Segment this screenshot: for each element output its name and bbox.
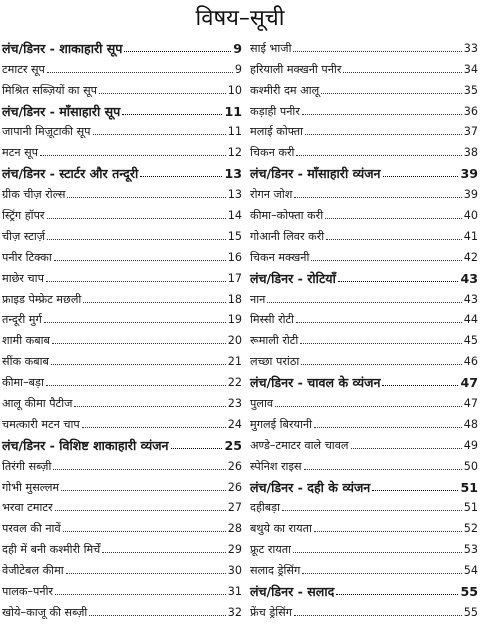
- dot-leader: [83, 301, 225, 303]
- toc-entry: [2, 600, 242, 621]
- dot-leader: [325, 217, 462, 219]
- toc-section-heading: [250, 579, 478, 600]
- toc-page-number: 47: [463, 397, 478, 411]
- toc-entry-label: लंच/डिनर - रोटियाँ: [250, 270, 336, 286]
- toc-page-number: 15: [227, 229, 242, 243]
- toc-page-number: 43: [460, 270, 478, 286]
- toc-entry: [250, 224, 478, 245]
- dot-leader: [53, 468, 225, 470]
- dot-leader: [63, 530, 226, 532]
- toc-entry-label: साई भाजी: [250, 41, 292, 55]
- toc-entry: [250, 600, 478, 621]
- toc-entry-label: लंच/डिनर - दही के व्यंजन: [250, 479, 371, 495]
- dot-leader: [122, 113, 222, 115]
- toc-entry: [2, 496, 242, 517]
- toc-page-number: 10: [227, 83, 242, 97]
- toc-entry: [2, 537, 242, 558]
- toc-entry: [250, 57, 478, 78]
- toc-entry: [250, 391, 478, 412]
- dot-leader: [46, 384, 226, 386]
- toc-page-number: 54: [463, 564, 478, 578]
- toc-page-number: 24: [227, 417, 242, 431]
- toc-entry-label: तिरंगी सब्ज़ी: [2, 459, 52, 473]
- toc-entry-label: कीमा–बड़ा: [2, 376, 44, 390]
- dot-leader: [382, 384, 458, 386]
- toc-entry-label: शामी कबाब: [2, 334, 50, 348]
- dot-leader: [54, 259, 226, 261]
- toc-entry-label: नान: [250, 292, 266, 306]
- toc-page-number: 26: [227, 480, 242, 494]
- toc-entry: [250, 140, 478, 161]
- toc-entry: [250, 308, 478, 329]
- toc-entry-label: कीमा–कोफ्ता करी: [250, 209, 324, 223]
- toc-page-number: 12: [227, 146, 242, 160]
- toc-entry: [2, 203, 242, 224]
- toc-page-number: 51: [463, 501, 478, 515]
- toc-section-heading: [2, 36, 242, 57]
- toc-entry-label: लंच/डिनर - शाकाहारी सूप: [2, 40, 123, 56]
- toc-entry: [250, 454, 478, 475]
- toc-page-number: 55: [460, 584, 478, 600]
- toc-page-number: 36: [463, 104, 478, 118]
- toc-entry-label: बथुये का रायता: [250, 522, 312, 536]
- dot-leader: [99, 92, 226, 94]
- dot-leader: [293, 50, 461, 52]
- toc-entry: [250, 328, 478, 349]
- toc-entry: [250, 182, 478, 203]
- toc-entry-label: मिश्रित सब्ज़ियों का सूप: [2, 83, 98, 97]
- toc-entry: [2, 140, 242, 161]
- toc-entry-label: स्पेनिश राइस: [250, 459, 302, 473]
- toc-page-number: 51: [460, 479, 478, 495]
- toc-entry-label: पालक–पनीर: [2, 585, 54, 599]
- toc-entry: [250, 516, 478, 537]
- toc-entry: [250, 433, 478, 454]
- toc-section-heading: [250, 475, 478, 496]
- dot-leader: [93, 133, 226, 135]
- toc-entry-label: लंच/डिनर - माँसाहारी व्यंजन: [250, 166, 381, 182]
- toc-entry-label: फ्रूट रायता: [250, 543, 292, 557]
- dot-leader: [311, 259, 461, 261]
- toc-page-number: 34: [463, 62, 478, 76]
- toc-page-number: 29: [227, 543, 242, 557]
- toc-page-number: 21: [227, 355, 242, 369]
- dot-leader: [47, 238, 226, 240]
- dot-leader: [47, 71, 233, 73]
- toc-page-number: 35: [463, 83, 478, 97]
- toc-page-number: 16: [227, 250, 242, 264]
- toc-entry-label: जापानी मिज़ूटाकी सूप: [2, 125, 91, 139]
- toc-entry: [250, 245, 478, 266]
- dot-leader: [314, 530, 462, 532]
- toc-entry: [250, 36, 478, 57]
- dot-leader: [326, 238, 462, 240]
- toc-page-number: 13: [227, 188, 242, 202]
- toc-page-number: 17: [227, 271, 242, 285]
- toc-page-number: 44: [463, 313, 478, 327]
- toc-entry-label: कश्मीरी दम आलू: [250, 83, 320, 97]
- toc-entry: [250, 349, 478, 370]
- toc-page-number: 13: [224, 166, 242, 182]
- toc-entry: [250, 287, 478, 308]
- dot-leader: [300, 342, 461, 344]
- dot-leader: [55, 509, 226, 511]
- toc-entry-label: तन्दूरी मुर्ग: [2, 313, 42, 327]
- toc-entry: [250, 78, 478, 99]
- toc-page-number: 18: [227, 292, 242, 306]
- dot-leader: [351, 447, 462, 449]
- toc-entry-label: परवल की नावें: [2, 522, 61, 536]
- toc-entry: [2, 287, 242, 308]
- toc-entry: [2, 78, 242, 99]
- toc-page-number: 46: [463, 355, 478, 369]
- dot-leader: [267, 301, 461, 303]
- toc-page-number: 37: [463, 125, 478, 139]
- page-title: विषय–सूची: [195, 6, 285, 31]
- toc-entry-label: पुलाव: [250, 397, 274, 411]
- dot-leader: [46, 280, 226, 282]
- toc-entry-label: स्ट्रिंग हॉपर: [2, 209, 45, 223]
- toc-entry: [2, 308, 242, 329]
- toc-page-number: 31: [227, 585, 242, 599]
- toc-entry-label: सलाद ड्रेसिंग: [250, 564, 301, 578]
- toc-entry-label: पनीर टिक्का: [2, 250, 52, 264]
- toc-entry-label: रूमाली रोटी: [250, 334, 299, 348]
- toc-entry: [2, 224, 242, 245]
- dot-leader: [302, 572, 461, 574]
- dot-leader: [305, 133, 462, 135]
- toc-page-number: 20: [227, 334, 242, 348]
- toc-entry-label: हरियाली मक्खनी पनीर: [250, 62, 342, 76]
- dot-leader: [282, 509, 462, 511]
- toc-entry: [2, 57, 242, 78]
- dot-leader: [51, 363, 226, 365]
- toc-entry: [250, 496, 478, 517]
- toc-entry-label: लंच/डिनर - चावल के व्यंजन: [250, 375, 381, 391]
- toc-page-number: 49: [463, 438, 478, 452]
- toc-page-number: 39: [463, 188, 478, 202]
- toc-entry-label: मुगलई बिरयानी: [250, 417, 312, 431]
- toc-entry-label: ग्रीक चीज़ रोल्स: [2, 188, 66, 202]
- toc-page-number: 39: [460, 166, 478, 182]
- toc-entry: [2, 516, 242, 537]
- toc-entry: [2, 558, 242, 579]
- toc-entry: [250, 558, 478, 579]
- toc-entry-label: लच्छा परांठा: [250, 355, 300, 369]
- toc-section-heading: [250, 370, 478, 391]
- toc-entry-label: खोये–काजू की सब्ज़ी: [2, 605, 88, 619]
- toc-entry-label: अण्डे–टमाटर वाले चावल: [250, 438, 349, 452]
- toc-page-number: 22: [227, 376, 242, 390]
- toc-right-column: [250, 36, 478, 621]
- toc-entry: [2, 120, 242, 141]
- toc-section-heading: [250, 161, 478, 182]
- dot-leader: [140, 175, 222, 177]
- toc-page-number: 40: [463, 209, 478, 223]
- dot-leader: [372, 489, 458, 491]
- toc-entry: [2, 454, 242, 475]
- toc-page-number: 52: [463, 522, 478, 536]
- dot-leader: [293, 551, 462, 553]
- toc-entry-label: रोगन जोश: [250, 188, 293, 202]
- toc-section-heading: [2, 433, 242, 454]
- toc-page-number: 25: [224, 437, 242, 453]
- dot-leader: [383, 175, 459, 177]
- dot-leader: [294, 196, 461, 198]
- dot-leader: [124, 50, 231, 52]
- toc-page-number: 42: [463, 250, 478, 264]
- toc-page-number: 23: [227, 397, 242, 411]
- toc-entry-label: चिकन करी: [250, 146, 295, 160]
- toc-entry-label: दही में बनी कश्मीरी मिर्चें: [2, 543, 101, 557]
- toc-entry-label: चिकन मक्खनी: [250, 250, 310, 264]
- toc-entry: [2, 349, 242, 370]
- dot-leader: [296, 321, 462, 323]
- toc-entry-label: मलाई कोफ्ता: [250, 125, 304, 139]
- toc-entry-label: माछेर चाप: [2, 271, 44, 285]
- toc-entry-label: चमत्कारी मटन चाप: [2, 417, 80, 431]
- toc-entry-label: गोआनी लिवर करी: [250, 229, 325, 243]
- toc-entry: [2, 412, 242, 433]
- toc-page-number: 48: [463, 417, 478, 431]
- dot-leader: [304, 468, 462, 470]
- toc-page-number: 11: [224, 103, 242, 119]
- dot-leader: [314, 426, 462, 428]
- toc-page-number: 27: [227, 501, 242, 515]
- toc-page-number: 11: [227, 125, 242, 139]
- toc-entry-label: आलू कीमा पैटीज: [2, 397, 73, 411]
- toc-entry-label: लंच/डिनर - सलाद: [250, 584, 335, 600]
- dot-leader: [338, 280, 459, 282]
- toc-entry: [2, 328, 242, 349]
- toc-entry-label: मिस्सी रोटी: [250, 313, 295, 327]
- toc-left-column: [2, 36, 242, 621]
- dot-leader: [44, 321, 226, 323]
- toc-page-number: 55: [463, 605, 478, 619]
- toc-entry-label: गोभी मुसल्लम: [2, 480, 60, 494]
- dot-leader: [74, 405, 225, 407]
- toc-page-number: 43: [463, 292, 478, 306]
- dot-leader: [52, 342, 226, 344]
- dot-leader: [275, 405, 462, 407]
- toc-entry: [250, 120, 478, 141]
- dot-leader: [55, 593, 226, 595]
- dot-leader: [294, 614, 462, 616]
- dot-leader: [321, 92, 462, 94]
- toc-entry: [2, 266, 242, 287]
- toc-entry-label: लंच/डिनर - माँसाहारी सूप: [2, 103, 121, 119]
- toc-page-number: 26: [227, 459, 242, 473]
- toc-page-number: 41: [463, 229, 478, 243]
- toc-entry-label: कड़ाही पनीर: [250, 104, 300, 118]
- dot-leader: [61, 489, 226, 491]
- dot-leader: [302, 113, 462, 115]
- toc-entry-label: वेजीटेबल कीमा: [2, 564, 64, 578]
- dot-leader: [40, 154, 226, 156]
- toc-page-number: 28: [227, 522, 242, 536]
- dot-leader: [343, 71, 461, 73]
- dot-leader: [67, 196, 225, 198]
- toc-entry-label: फ्रेंच ड्रेसिंग: [250, 605, 293, 619]
- toc-entry: [2, 370, 242, 391]
- toc-entry-label: फ्राइड पेम्फ्रेट मछली: [2, 292, 82, 306]
- toc-page-number: 14: [227, 209, 242, 223]
- toc-page-number: 45: [463, 334, 478, 348]
- toc-entry-label: भरवा टमाटर: [2, 501, 53, 515]
- toc-page-number: 38: [463, 146, 478, 160]
- toc-page-number: 50: [463, 459, 478, 473]
- dot-leader: [82, 426, 226, 428]
- toc-section-heading: [2, 99, 242, 120]
- dot-leader: [89, 614, 225, 616]
- toc-entry-label: लंच/डिनर - स्टार्टर और तन्दूरी: [2, 166, 139, 182]
- toc-page-number: 9: [233, 40, 242, 56]
- toc-entry: [250, 203, 478, 224]
- toc-entry: [2, 391, 242, 412]
- dot-leader: [66, 572, 226, 574]
- toc-page-number: 33: [463, 41, 478, 55]
- dot-leader: [47, 217, 226, 219]
- toc-section-heading: [250, 266, 478, 287]
- toc-entry-label: सींक कबाब: [2, 355, 49, 369]
- toc-entry-label: चीज़ स्टार्ज़: [2, 229, 46, 243]
- dot-leader: [171, 447, 223, 449]
- toc-entry-label: मटन सूप: [2, 146, 39, 160]
- toc-page-number: 9: [234, 62, 242, 76]
- dot-leader: [301, 363, 462, 365]
- toc-entry: [2, 245, 242, 266]
- toc-entry: [2, 182, 242, 203]
- toc-page-number: 30: [227, 564, 242, 578]
- toc-page-number: 19: [227, 313, 242, 327]
- toc-entry: [2, 579, 242, 600]
- toc-entry-label: लंच/डिनर - विशिष्ट शाकाहारी व्यंजन: [2, 437, 169, 453]
- toc-entry-label: टमाटर सूप: [2, 62, 45, 76]
- toc-section-heading: [2, 161, 242, 182]
- toc-entry: [2, 475, 242, 496]
- toc-page-number: 32: [227, 605, 242, 619]
- toc-entry-label: दहीबड़ा: [250, 501, 281, 515]
- toc-entry: [250, 99, 478, 120]
- dot-leader: [336, 593, 458, 595]
- toc-page-number: 53: [463, 543, 478, 557]
- dot-leader: [102, 551, 225, 553]
- toc-entry: [250, 412, 478, 433]
- toc-page-number: 47: [460, 375, 478, 391]
- dot-leader: [296, 154, 461, 156]
- toc-entry: [250, 537, 478, 558]
